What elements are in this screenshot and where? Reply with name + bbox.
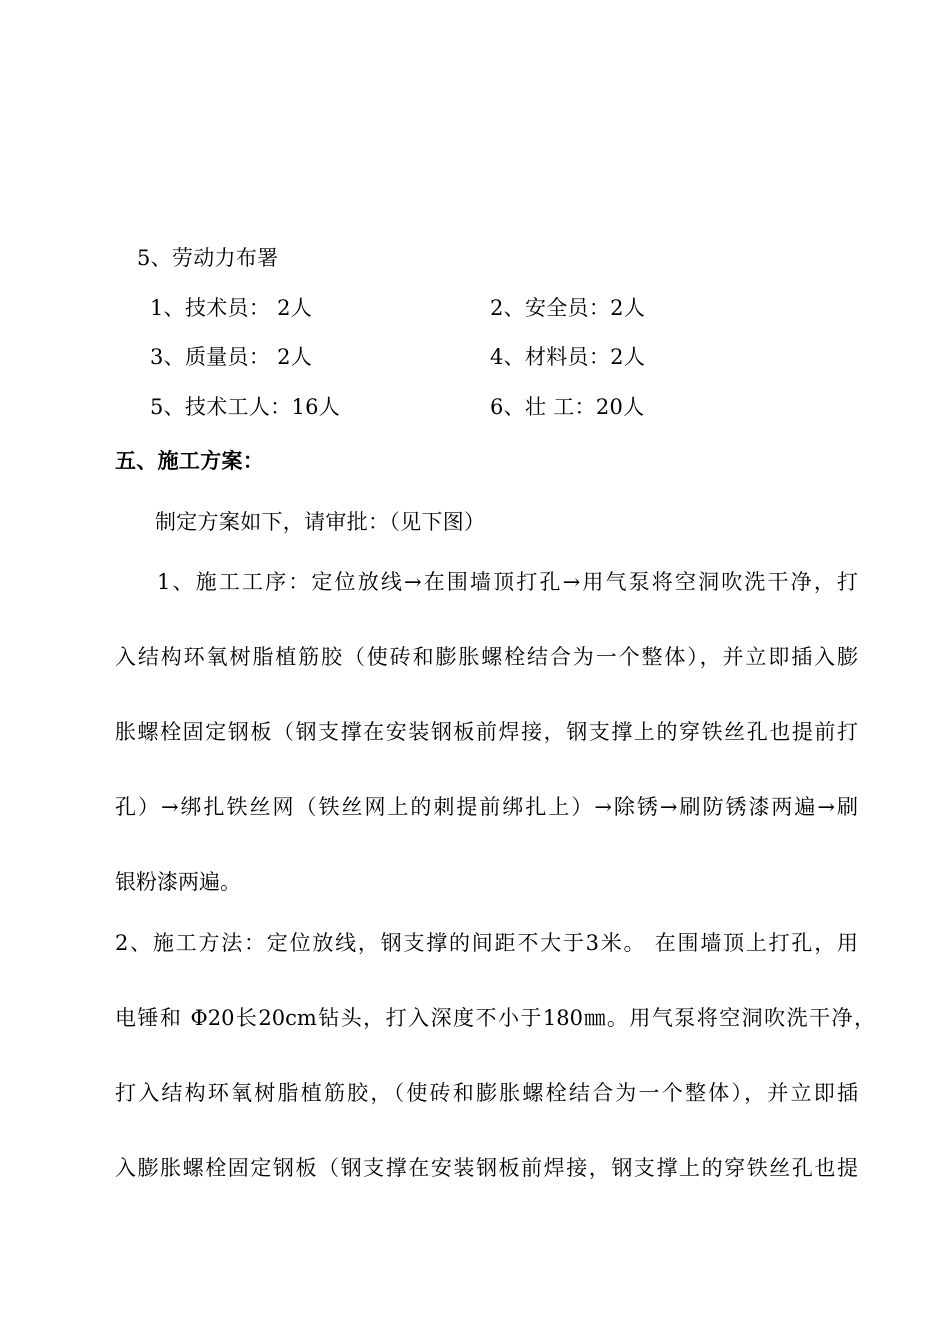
labor-item-safety: 2、安全员：2人 — [490, 296, 646, 320]
step2-line: 打入结构环氧树脂植筋胶，（使砖和膨胀螺栓结合为一个整体），并立即插 — [115, 1081, 858, 1105]
section-intro: 制定方案如下，请审批：（见下图） — [155, 510, 486, 534]
step2-line: 入膨胀螺栓固定钢板（钢支撑在安装钢板前焊接，钢支撑上的穿铁丝孔也提 — [115, 1156, 858, 1180]
step1-line: 1、施工工序：定位放线→在围墙顶打孔→用气泵将空洞吹洗干净，打 — [157, 570, 858, 594]
labor-item-material: 4、材料员：2人 — [490, 345, 646, 369]
labor-item-skilled-workers: 5、技术工人：16人 — [150, 395, 341, 419]
step2-line: 2、施工方法：定位放线，钢支撑的间距不大于3米。 在围墙顶上打孔，用 — [115, 931, 858, 955]
step1-line: 入结构环氧树脂植筋胶（使砖和膨胀螺栓结合为一个整体），并立即插入膨 — [115, 645, 858, 669]
step1-line: 胀螺栓固定钢板（钢支撑在安装钢板前焊接，钢支撑上的穿铁丝孔也提前打 — [115, 720, 858, 744]
labor-item-laborers: 6、壮 工：20人 — [490, 395, 645, 419]
step2-line: 电锤和 Φ20长20cm钻头，打入深度不小于180㎜。用气泵将空洞吹洗干净， — [115, 1006, 875, 1030]
labor-title: 5、劳动力布署 — [137, 246, 279, 270]
labor-item-quality: 3、质量员： 2人 — [150, 345, 313, 369]
section-heading: 五、施工方案： — [115, 448, 265, 473]
step1-line: 银粉漆两遍。 — [115, 870, 241, 894]
step1-line: 孔）→绑扎铁丝网（铁丝网上的刺提前绑扎上）→除锈→刷防锈漆两遍→刷 — [115, 795, 858, 819]
labor-item-technician: 1、技术员： 2人 — [150, 296, 313, 320]
